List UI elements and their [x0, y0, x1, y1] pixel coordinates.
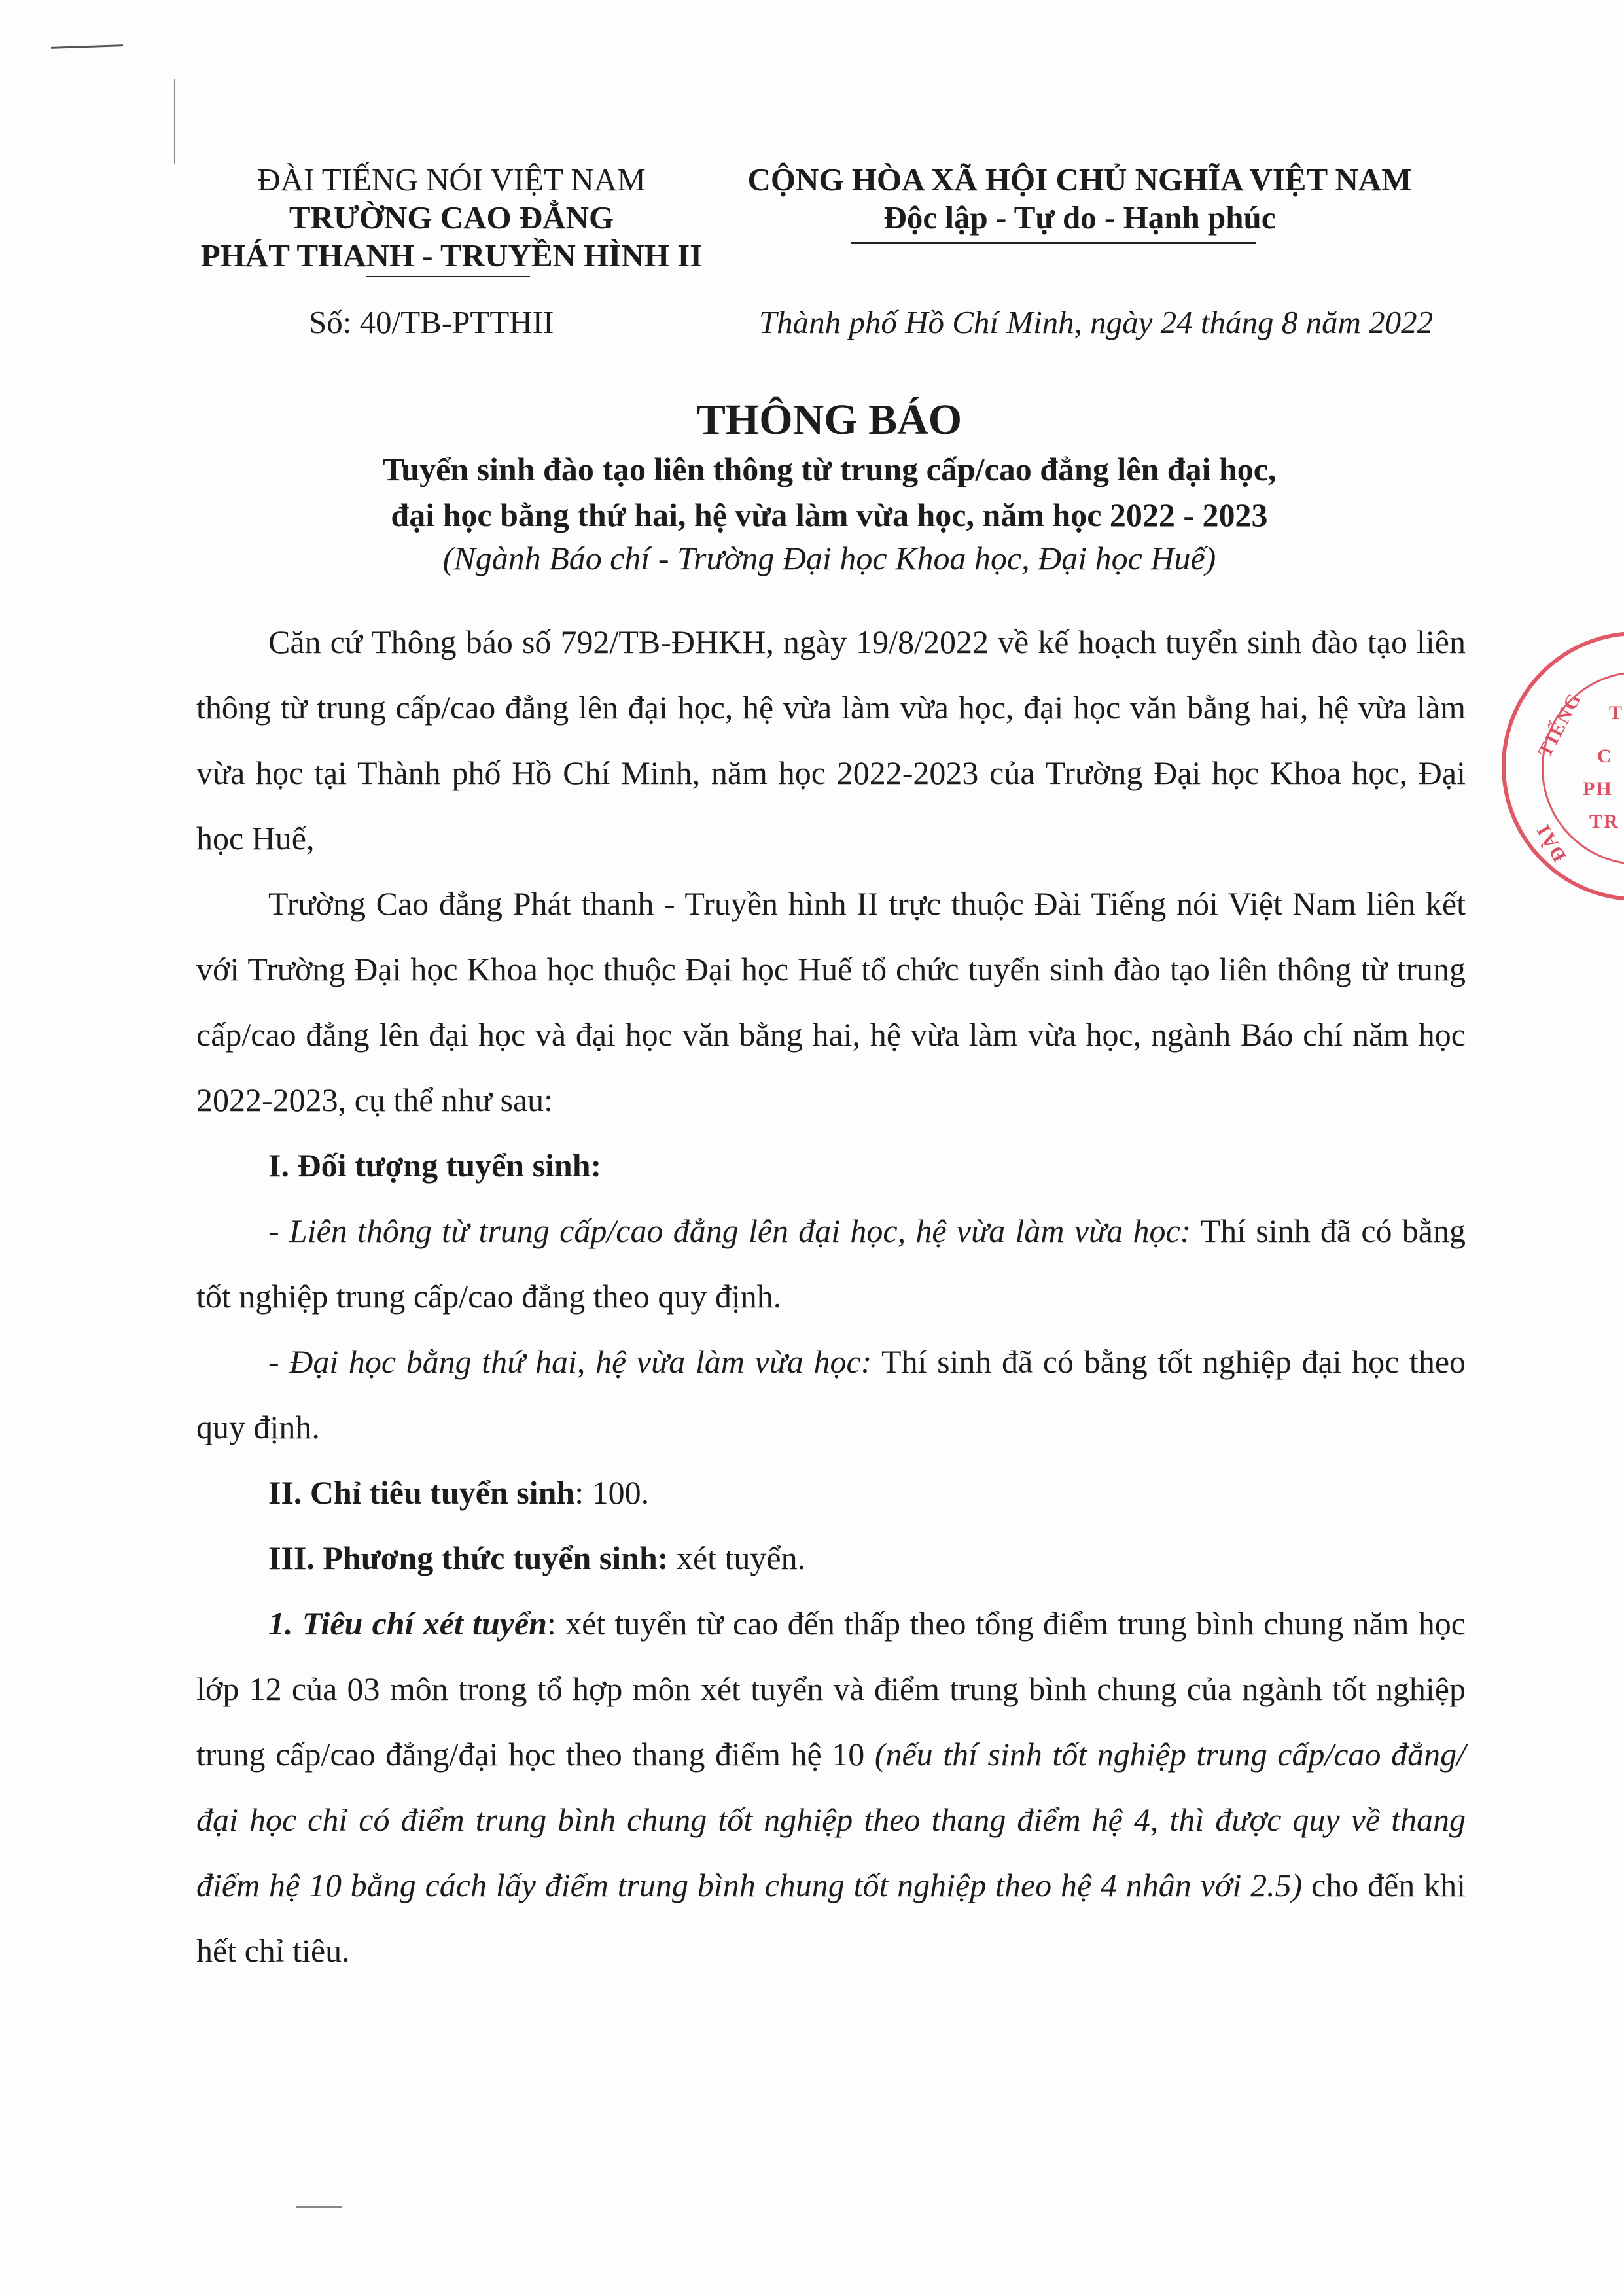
issuer-underline [366, 276, 530, 277]
national-motto: Độc lập - Tự do - Hạnh phúc [883, 200, 1276, 236]
seal-text-4: PH [1583, 778, 1613, 800]
section-1-item-a [196, 1198, 1466, 1329]
place-date: Thành phố Hồ Chí Minh, ngày 24 tháng 8 năm 2022 [758, 304, 1434, 340]
section-2-heading: II. Chỉ tiêu tuyển sinh [268, 1474, 575, 1511]
seal-text-2: T [1609, 702, 1624, 724]
paragraph-legal-basis: Căn cứ Thông báo số 792/TB-ĐHKH, ngày 19/8/2022 về kế hoạch tuyển sinh đào tạo liên thông từ trung cấp/cao đẳng lên đại học, hệ vừa làm vừa học, đại học văn bằng hai, hệ vừa làm vừa học tại Thành phố Hồ Chí Minh, năm học 2022-2023 của Trường Đại học Khoa học, Đại học Huế, [196, 624, 1466, 857]
red-seal [1502, 631, 1624, 901]
section-3-text: xét tuyển. [668, 1540, 806, 1576]
section-3-item-1-end: cho đến khi hết chỉ tiêu. [196, 1867, 1466, 1969]
notice-title: THÔNG BÁO [696, 396, 962, 444]
notice-subtitle-1: Tuyển sinh đào tạo liên thông từ trung cấp/cao đẳng lên đại học, [382, 451, 1277, 487]
section-3-item-1-note: (nếu thí sinh tốt nghiệp trung cấp/cao đẳng/đại học chỉ có điểm trung bình chung tốt nghiệp theo thang điểm hệ 4, thì được quy về thang điểm hệ 10 bằng cách lấy điểm trung bình chung tốt nghiệp theo hệ 4 nhân với 2.5) [196, 1736, 1466, 1903]
section-3-item-1-text: : xét tuyển từ cao đến thấp theo tổng điểm trung bình chung năm học lớp 12 của 03 môn trong tổ hợp môn xét tuyển và điểm trung bình chung của ngành tốt nghiệp trung cấp/cao đẳng/đại học theo thang điểm hệ 10 [196, 1605, 1466, 1773]
national-title: CỘNG HÒA XÃ HỘI CHỦ NGHĨA VIỆT NAM [747, 162, 1412, 198]
scan-mark-edge [174, 79, 175, 164]
document-number: Số: 40/TB-PTTHII [309, 304, 554, 340]
paragraph-announcement: Trường Cao đẳng Phát thanh - Truyền hình II trực thuộc Đài Tiếng nói Việt Nam liên kết với Trường Đại học Khoa học thuộc Đại học Huế tổ chức tuyển sinh đào tạo liên thông từ trung cấp/cao đẳng lên đại học và đại học văn bằng hai, hệ vừa làm vừa học, ngành Báo chí năm học 2022-2023, cụ thể như sau: [196, 885, 1466, 1118]
section-1-item-b [196, 1329, 1466, 1460]
section-3-item-1-label: 1. Tiêu chí xét tuyển [268, 1605, 547, 1642]
section-1-item-a-text: Thí sinh đã có bằng tốt nghiệp trung cấp/cao đẳng theo quy định. [196, 1212, 1466, 1315]
section-1-heading: I. Đối tượng tuyển sinh: [268, 1147, 602, 1184]
national-title-block [707, 161, 1453, 237]
issuer-school: TRƯỜNG CAO ĐẲNG [289, 200, 614, 236]
issuer-agency: ĐÀI TIẾNG NÓI VIỆT NAM [257, 162, 646, 198]
section-2-text: : 100. [574, 1474, 650, 1511]
section-1-item-b-text: Thí sinh đã có bằng tốt nghiệp đại học theo quy định. [196, 1343, 1466, 1445]
section-1-item-b-label: - Đại học bằng thứ hai, hệ vừa làm vừa học: [268, 1343, 872, 1380]
issuer-school-name: PHÁT THANH - TRUYỀN HÌNH II [200, 238, 703, 274]
scan-speck-bottom [296, 2206, 342, 2208]
section-3 [196, 1525, 1466, 1591]
issuer-block [180, 161, 723, 275]
seal-text-6: ĐÀI [1532, 820, 1571, 866]
seal-text-5: TR [1589, 811, 1619, 832]
section-3-heading: III. Phương thức tuyển sinh: [268, 1540, 669, 1576]
seal-text-1: TIẾNG [1534, 688, 1586, 761]
section-2 [196, 1460, 1466, 1525]
section-3-item-1 [196, 1591, 1466, 1983]
notice-subtitle-2: đại học bằng thứ hai, hệ vừa làm vừa học, năm học 2022 - 2023 [391, 497, 1268, 533]
section-1-item-a-label: - Liên thông từ trung cấp/cao đẳng lên đại học, hệ vừa làm vừa học: [268, 1212, 1192, 1249]
scan-mark-top [51, 44, 123, 49]
motto-underline [851, 242, 1256, 244]
notice-subtitle-3: (Ngành Báo chí - Trường Đại học Khoa học, Đại học Huế) [442, 540, 1216, 576]
seal-text-3: C [1597, 745, 1613, 767]
